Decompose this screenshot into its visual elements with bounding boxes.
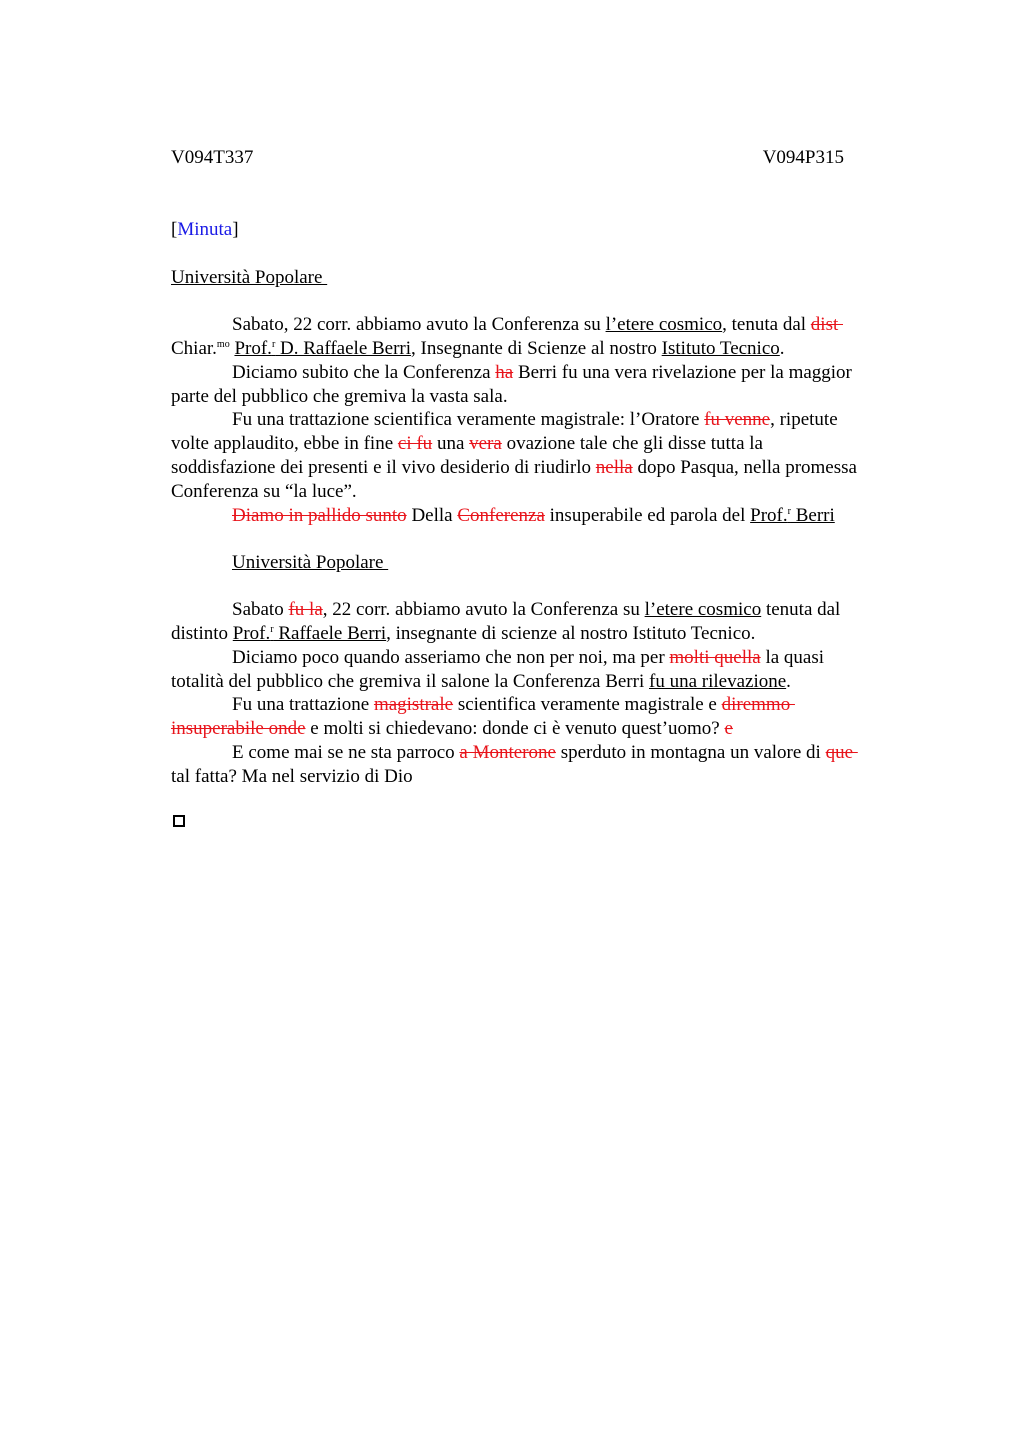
text: Chiar. xyxy=(171,338,217,359)
minuta-text: Minuta xyxy=(177,219,233,240)
deleted-text: Diamo in pallido sunto xyxy=(232,505,407,526)
text: distinto xyxy=(171,623,233,644)
underlined-text: Istituto Tecnico xyxy=(661,338,780,359)
deleted-text: dist xyxy=(810,314,843,335)
paragraph-line xyxy=(171,432,763,456)
paragraph-line xyxy=(232,598,840,622)
text: e molti si chiedevano: donde ci è venuto quest’uomo? xyxy=(305,718,725,739)
paragraph-line: parte del pubblico che gremiva la vasta sala. xyxy=(171,386,508,407)
underlined-text: Prof. xyxy=(234,338,272,359)
underlined-text: fu una rilevazione xyxy=(649,671,787,692)
text: , Insegnante di Scienze al nostro xyxy=(411,338,662,359)
deleted-text: diremmo xyxy=(721,694,795,715)
text: ovazione tale che gli disse tutta la xyxy=(501,433,763,454)
paragraph-line xyxy=(232,361,852,385)
underlined-text: D. Raffaele Berri xyxy=(275,338,412,359)
text: tenuta dal xyxy=(761,599,841,620)
paragraph-line xyxy=(232,408,838,432)
text: . xyxy=(786,671,791,692)
text: E come mai se ne sta parroco xyxy=(232,742,460,763)
underlined-text: Berri xyxy=(790,505,835,526)
deleted-text: insuperabile onde xyxy=(171,718,306,739)
deleted-text: magistrale xyxy=(373,694,454,715)
paragraph-line xyxy=(171,670,791,694)
text: Diciamo subito che la Conferenza xyxy=(232,362,496,383)
text: Berri fu una vera rivelazione per la maggior xyxy=(513,362,852,383)
paragraph-line: Conferenza su “la luce”. xyxy=(171,481,357,502)
underlined-text: l’etere cosmico xyxy=(605,314,723,335)
text: Fu una trattazione scientifica veramente magistrale: l’Oratore xyxy=(232,409,705,430)
document-code-left: V094T337 xyxy=(171,147,254,168)
paragraph-line: tal fatta? Ma nel servizio di Dio xyxy=(171,766,413,787)
text: , ripetute xyxy=(770,409,838,430)
deleted-text: Conferenza xyxy=(457,505,545,526)
section2-title: Università Popolare xyxy=(232,552,389,573)
superscript: r xyxy=(270,624,274,635)
text: , insegnante di scienze al nostro Istituto Tecnico. xyxy=(386,623,756,644)
document-code-right: V094P315 xyxy=(762,147,844,168)
deleted-text: ci fu xyxy=(397,433,433,454)
text: , tenuta dal xyxy=(722,314,811,335)
paragraph-line xyxy=(232,693,795,717)
deleted-text: ha xyxy=(495,362,514,383)
deleted-text: fu la xyxy=(288,599,323,620)
text: . xyxy=(779,338,785,359)
deleted-text: e xyxy=(724,718,733,739)
deleted-text: a Monterone xyxy=(459,742,556,763)
deleted-text: fu venne xyxy=(704,409,771,430)
paragraph-line xyxy=(171,622,755,646)
text: , 22 corr. abbiamo avuto la Conferenza su xyxy=(322,599,645,620)
text: insuperabile ed parola del xyxy=(544,505,751,526)
superscript: r xyxy=(787,506,791,517)
text: Sabato xyxy=(232,599,289,620)
underlined-text: Prof. xyxy=(750,505,788,526)
text: sperduto in montagna un valore di xyxy=(555,742,826,763)
text: volte applaudito, ebbe in fine xyxy=(171,433,398,454)
text: Della xyxy=(406,505,458,526)
underlined-text: Raffaele Berri xyxy=(273,623,387,644)
text: una xyxy=(432,433,470,454)
text: dopo Pasqua, nella promessa xyxy=(632,457,857,478)
text: soddisfazione dei presenti e il vivo desiderio di riudirlo xyxy=(171,457,596,478)
superscript: r xyxy=(271,339,276,350)
checkbox-square-icon xyxy=(173,815,185,827)
underlined-text: l’etere cosmico xyxy=(644,599,762,620)
deleted-text: molti quella xyxy=(669,647,761,668)
bracket-open: [ xyxy=(171,219,178,240)
bracket-close: ] xyxy=(232,219,239,240)
paragraph-line xyxy=(232,504,835,528)
underlined-text: Prof. xyxy=(232,623,271,644)
deleted-text: que xyxy=(825,742,858,763)
document-header xyxy=(171,147,844,171)
minuta-label xyxy=(171,218,239,242)
text: Diciamo poco quando asseriamo che non per noi, ma per xyxy=(232,647,670,668)
text: Sabato, 22 corr. abbiamo avuto la Conferenza su xyxy=(232,314,606,335)
text: Fu una trattazione xyxy=(232,694,374,715)
paragraph-line xyxy=(171,456,857,480)
superscript: mo xyxy=(216,339,230,350)
text: scientifica veramente magistrale e xyxy=(453,694,722,715)
text: totalità del pubblico che gremiva il salone la Conferenza Berri xyxy=(171,671,649,692)
deleted-text: vera xyxy=(469,433,502,454)
paragraph-line xyxy=(232,741,858,765)
paragraph-line xyxy=(232,313,843,337)
paragraph-line xyxy=(171,717,733,741)
paragraph-line xyxy=(232,646,824,670)
deleted-text: nella xyxy=(595,457,633,478)
paragraph-line xyxy=(171,337,785,361)
text: la quasi xyxy=(760,647,825,668)
section1-title: Università Popolare xyxy=(171,267,328,288)
